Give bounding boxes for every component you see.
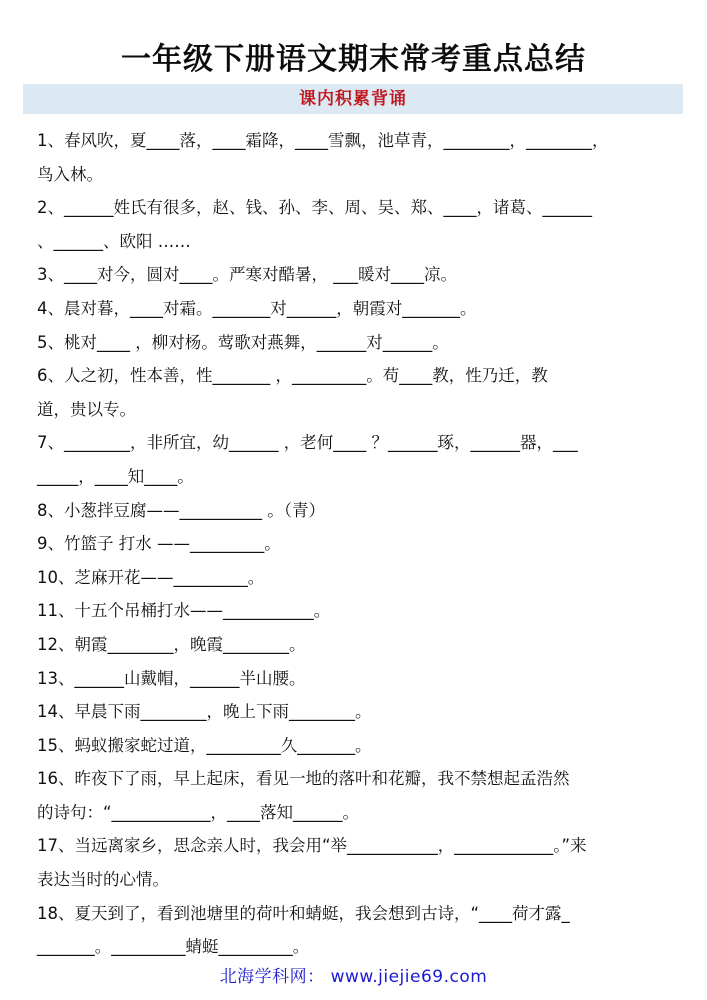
question-line-2: 鸟入林。 (37, 164, 103, 184)
question-line-16: 12、朝霞________，晚霞________。 (37, 634, 306, 654)
section-heading: 课内积累背诵 (23, 84, 683, 114)
question-line-5: 3、____对今，圆对____。严寒对酷暑， ___暖对____凉。 (37, 265, 457, 285)
question-line-17: 13、______山戴帽，______半山腰。 (37, 668, 306, 688)
page-title: 一年级下册语文期末常考重点总结 (121, 42, 586, 77)
question-line-12: 8、小葱拌豆腐——__________ 。（青） (37, 500, 325, 520)
question-line-15: 11、十五个吊桶打水——___________。 (37, 601, 331, 621)
question-line-14: 10、芝麻开花——_________。 (37, 567, 265, 587)
question-line-7: 5、桃对____ ，柳对杨。莺歌对燕舞，______对______。 (37, 332, 449, 352)
question-line-25: _______。_________蜻蜓_________。 (37, 937, 310, 957)
question-line-8: 6、人之初，性本善，性_______ ，_________。苟____教，性乃迁，教 (37, 366, 548, 386)
question-line-1: 1、春风吹，夏____落，____霜降，____雪飘，池草青，________，________， (37, 131, 609, 150)
question-line-18: 14、早晨下雨________，晚上下雨________。 (37, 702, 372, 722)
question-line-6: 4、晨对暮，____对霜。_______对______，朝霞对_______。 (37, 298, 477, 318)
question-line-4: 、______、欧阳 …… (37, 231, 191, 251)
question-list (37, 124, 677, 964)
question-line-20: 16、昨夜下了雨，早上起床，看见一地的落叶和花瓣，我不禁想起孟浩然 (37, 769, 570, 789)
question-line-24: 18、夏天到了，看到池塘里的荷叶和蜻蜓，我会想到古诗，“____荷才露_ (37, 903, 570, 923)
question-line-19: 15、蚂蚁搬家蛇过道，_________久_______。 (37, 735, 372, 755)
question-line-3: 2、______姓氏有很多，赵、钱、孙、李、周、吴、郑、____，诸葛、______ (37, 198, 592, 218)
footer-watermark: 北海学科网： www.jiejie69.com (219, 967, 488, 987)
question-line-11: _____，____知____。 (37, 466, 194, 486)
question-line-9: 道，贵以专。 (37, 399, 136, 419)
question-line-23: 表达当时的心情。 (37, 870, 169, 890)
question-line-10: 7、________，非所宜，幼______ ，老何____ ？______琢，______器，___ (37, 433, 578, 453)
question-line-13: 9、竹篮子 打水 ——_________。 (37, 534, 281, 554)
question-line-22: 17、当远离家乡，思念亲人时，我会用“举___________，____________。”来 (37, 836, 587, 856)
question-line-21: 的诗句：“____________，____落知______。 (37, 802, 360, 822)
